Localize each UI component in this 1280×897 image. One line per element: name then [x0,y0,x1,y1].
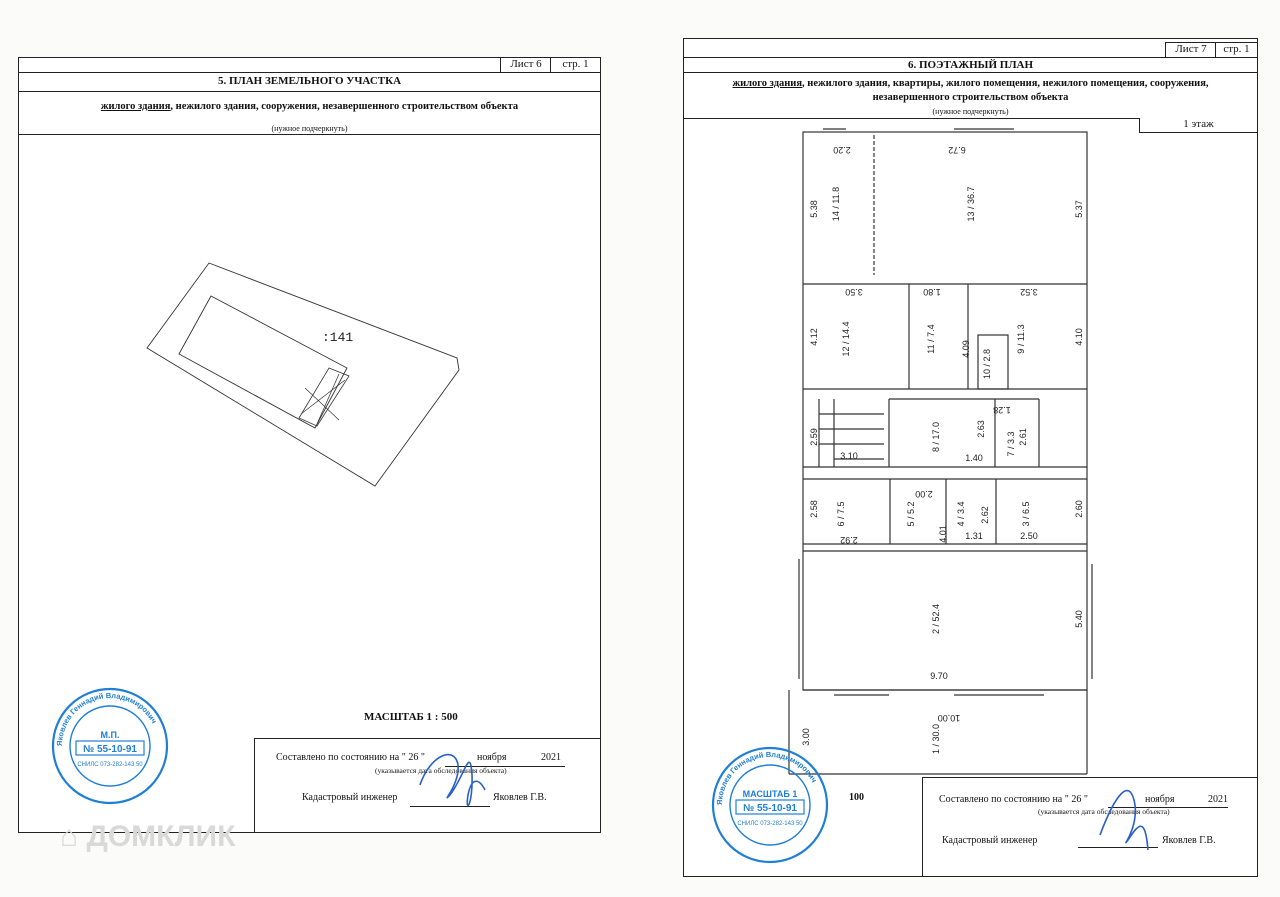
room-8-label: 8 / 17.0 [931,421,941,453]
left-composed-label: Составлено по состоянию на " 26 " [276,752,425,763]
watermark-text: ДОМКЛИК [86,820,236,853]
right-sheet-number-text: Лист 7 [1175,43,1207,55]
right-page-number-text: стр. 1 [1223,43,1250,55]
dimension-label: 1.28 [993,405,1011,415]
dimension-label: 3.00 [801,728,811,746]
watermark [60,820,235,854]
room-11-label: 11 / 7.4 [926,324,936,354]
room-10-label: 10 / 2.8 [982,348,992,380]
room-2-label: 2 / 52.4 [931,603,941,635]
dimension-label: 2.00 [915,489,933,499]
left-stamp-number: № 55-10-91 [83,744,137,755]
dimension-label: 1.80 [923,287,941,297]
dimension-label: 4.09 [961,340,971,358]
left-engineer-name: Яковлев Г.В. [493,792,547,803]
left-month: ноября [477,752,507,763]
right-month: ноября [1145,794,1175,805]
watermark-icon: ⌂ [60,820,87,853]
dimension-label: 4.01 [938,525,948,543]
left-scale: МАСШТАБ 1 : 500 [364,711,458,723]
right-stamp-number: № 55-10-91 [743,803,797,814]
right-title: 6. ПОЭТАЖНЫЙ ПЛАН [907,59,1034,71]
dimension-label: 2.61 [1018,428,1028,446]
parcel-label: :141 [322,330,354,345]
room-6-label: 6 / 7.5 [836,501,846,527]
right-scale-value: 100 [849,792,864,803]
left-date-note: (указывается дата обследования объекта) [375,766,507,775]
dimension-label: 4.10 [1074,328,1084,346]
dimension-label: 2.58 [809,500,819,518]
right-note: (нужное подчеркнуть) [932,107,1009,116]
dimension-label: 6.72 [948,145,966,155]
dimension-label: 3.50 [845,287,863,297]
room-3-label: 3 / 6.5 [1021,501,1031,527]
left-note: (нужное подчеркнуть) [271,124,348,133]
dimension-label: 5.40 [1074,610,1084,628]
right-stamp [710,745,830,865]
room-12-label: 12 / 14.4 [841,321,851,357]
left-page-number-text: стр. 1 [562,58,589,70]
dimension-label: 2.60 [1074,500,1084,518]
right-stamp-snils: СНИЛС 073-282-143 50 [737,821,803,827]
floor-label-text: 1 этаж [1183,118,1214,130]
left-stamp-ring-text: Яковлев Геннадий Владимирович [54,690,159,747]
dimension-label: 10.00 [937,713,961,723]
dimension-label: 2.92 [840,535,858,545]
dimension-label: 5.38 [809,200,819,218]
room-4-label: 4 / 3.4 [956,501,966,527]
right-stamp-ring-text: Яковлев Геннадий Владимирович [714,749,819,806]
right-engineer-name: Яковлев Г.В. [1162,835,1216,846]
right-subtitle-underlined: жилого здания [732,78,803,89]
dimension-label: 2.63 [976,420,986,438]
dimension-label: 1.40 [965,453,983,463]
right-date-note: (указывается дата обследования объекта) [1038,807,1170,816]
left-stamp [50,686,170,806]
left-title: 5. ПЛАН ЗЕМЕЛЬНОГО УЧАСТКА [217,75,402,87]
dimension-label: 1.31 [965,531,983,541]
right-composed-label: Составлено по состоянию на " 26 " [939,794,1088,805]
right-year: 2021 [1208,794,1228,805]
right-subtitle-line2: незавершенного строительством объекта [872,92,1069,103]
dimension-label: 9.70 [930,671,948,681]
room-7-label: 7 / 3.3 [1006,431,1016,457]
right-signature [1090,775,1160,865]
right-engineer-label: Кадастровый инженер [942,835,1038,846]
dimension-label: 2.62 [980,506,990,524]
left-engineer-label: Кадастровый инженер [302,792,398,803]
left-signature [410,735,500,825]
room-14-label: 14 / 11.8 [831,186,841,222]
dimension-label: 4.12 [809,328,819,346]
left-sheet-number-text: Лист 6 [510,58,542,70]
left-subtitle-rest: , нежилого здания, сооружения, незавершенного строительством объекта [170,101,519,112]
right-stamp-mp: МАСШТАБ 1 [742,789,798,799]
right-subtitle-rest: , нежилого здания, квартиры, жилого помещения, нежилого помещения, сооружения, [802,78,1209,89]
left-year: 2021 [541,752,561,763]
room-1-label: 1 / 30.0 [931,723,941,755]
dimension-label: 3.52 [1020,287,1038,297]
dimension-label: 5.37 [1074,200,1084,218]
left-stamp-mp: М.П. [100,730,120,740]
left-subtitle-underlined: жилого здания [100,101,171,112]
room-13-label: 13 / 36.7 [966,186,976,222]
left-stamp-snils: СНИЛС 073-282-143 50 [77,762,143,768]
room-5-label: 5 / 5.2 [906,501,916,527]
room-9-label: 9 / 11.3 [1016,324,1026,354]
dimension-label: 3.10 [840,451,858,461]
dimension-label: 2.59 [809,428,819,446]
dimension-label: 2.20 [833,145,851,155]
dimension-label: 2.50 [1020,531,1038,541]
